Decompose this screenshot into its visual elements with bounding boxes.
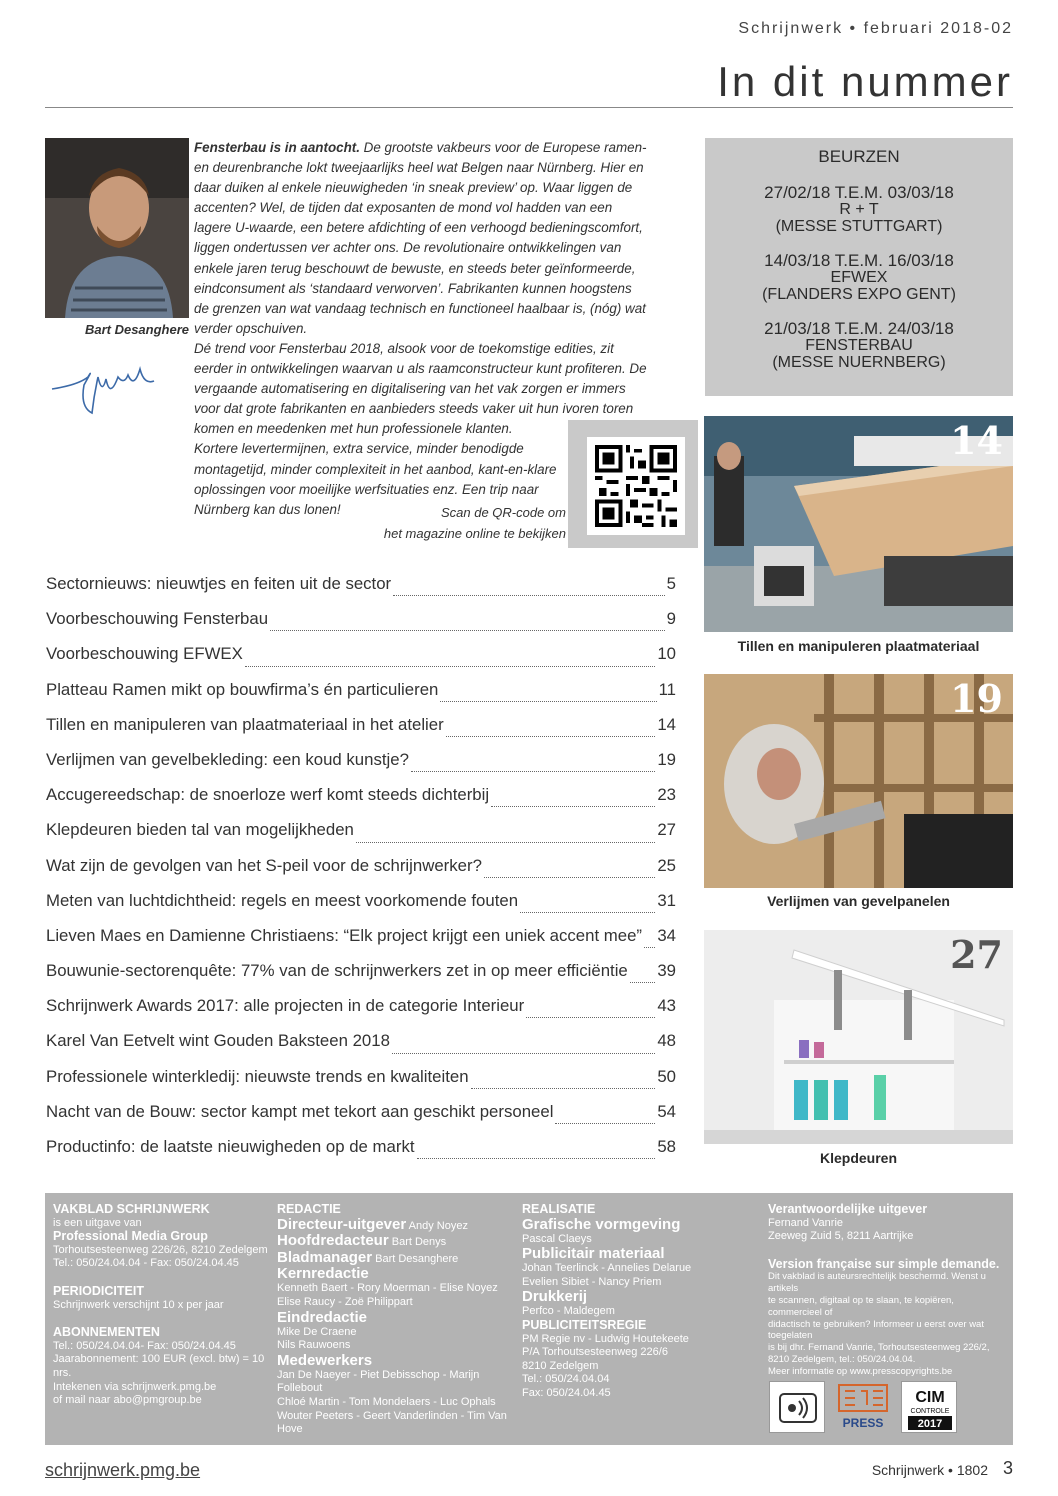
colophon-heading: VAKBLAD SCHRIJNWERK	[53, 1202, 210, 1216]
cim-logo-year: 2017	[917, 1418, 943, 1430]
toc-page: 23	[657, 785, 676, 805]
issue-label: Schrijnwerk • februari 2018-02	[738, 20, 1013, 37]
toc-page: 34	[657, 925, 676, 945]
toc-title: Bouwunie-sectorenquête: 77% van de schrijnwerkers zet in op meer efficiëntie	[46, 961, 628, 981]
toc-leader	[270, 630, 665, 631]
colophon-person: Chloé Martin - Tom Mondelaers - Luc Ophals	[277, 1395, 496, 1408]
colophon-role: Kernredactie	[277, 1265, 369, 1283]
event-name: EFWEX	[830, 269, 888, 286]
toc-entry[interactable]	[46, 644, 676, 679]
toc-entry[interactable]	[46, 750, 676, 785]
toc-page: 31	[657, 890, 676, 910]
photo-panel-lifting[interactable]	[704, 416, 1013, 632]
page-title: In dit nummer	[717, 58, 1013, 105]
toc-leader	[471, 1088, 656, 1089]
toc-entry[interactable]	[46, 961, 676, 996]
colophon-heading: Verantwoordelijke uitgever	[768, 1202, 928, 1216]
colophon-role: Medewerkers	[277, 1351, 373, 1369]
colophon	[45, 1193, 1013, 1445]
event-dates: 21/03/18 T.E.M. 24/03/18	[764, 319, 954, 338]
cim-logo-subtitle: CONTROLE	[910, 1408, 950, 1415]
toc-leader	[446, 736, 656, 737]
editorial-paragraph-1: De grootste vakbeurs voor de Europese ramen- en deurenbranche lokt tweejaarlijks heel wat Belgen naar Nürnberg. Hier en daar duiken al enkele nieuwigheden ‘in sneak preview’ op. Waar liggen de accenten? Wel, de tijden dat exposanten de mond vol hadden van een lagere U-waarde, een betere afdichting of een verhoogd bedieningscomfort, liggen ondertussen ver achter ons. De revolutionaire ontwikkelingen van enkele jaren terug beschouwt de bewuste, en steeds beter geïnformeerde, eindconsument als ‘standaard verworven’. Fabrikanten kunnen hoogstens de grenzen van wat vandaag technisch en functioneel haalbaar is, (nóg) wat verder opschuiven.	[194, 140, 647, 336]
toc-title: Nacht van de Bouw: sector kampt met tekort aan geschikt personeel	[46, 1101, 554, 1121]
colophon-line: Dit vakblad is auteursrechtelijk beschermd. Wenst u artikels	[768, 1271, 986, 1295]
qr-caption-line-1: Scan de QR-code om	[440, 505, 566, 520]
toc-title: Professionele winterkledij: nieuwste trends en kwaliteiten	[46, 1066, 469, 1086]
colophon-person: Evelien Sibiet - Nancy Priem	[522, 1275, 662, 1288]
toc-entry[interactable]	[46, 680, 676, 715]
footer-issue-label: Schrijnwerk • 1802	[871, 1462, 988, 1478]
event-name: R + T	[839, 201, 879, 218]
event-item	[705, 252, 1013, 303]
colophon-person: Bart Denys	[391, 1236, 447, 1249]
colophon-line: Tel.: 050/24.04.04- Fax: 050/24.04.45	[53, 1339, 236, 1352]
colophon-heading: REDACTIE	[277, 1202, 341, 1216]
photo-panel-flapdoors[interactable]	[704, 930, 1013, 1144]
colophon-person: Bart Desanghere	[375, 1252, 459, 1265]
colophon-line: Fax: 050/24.04.45	[522, 1386, 611, 1399]
toc-entry[interactable]	[46, 820, 676, 855]
colophon-line: is bij dhr. Fernand Vanrie, Torhoutsesteenweg 226/2,	[768, 1342, 990, 1354]
toc-leader	[555, 1123, 655, 1124]
toc-leader	[520, 912, 655, 913]
colophon-role: Eindredactie	[277, 1308, 368, 1326]
toc-entry[interactable]	[46, 1102, 676, 1137]
toc-leader	[484, 877, 655, 878]
toc-entry[interactable]	[46, 785, 676, 820]
toc-title: Schrijnwerk Awards 2017: alle projecten in de categorie Interieur	[46, 996, 525, 1016]
toc-leader	[411, 771, 655, 772]
colophon-legal-column	[768, 1203, 1008, 1378]
photo-caption: Verlijmen van gevelpanelen	[767, 893, 950, 909]
toc-title: Voorbeschouwing Fensterbau	[46, 609, 269, 629]
toc-page: 27	[657, 820, 676, 840]
colophon-person: Andy Noyez	[408, 1219, 468, 1232]
colophon-line: Torhoutsesteenweg 226/26, 8210 Zedelgem	[53, 1243, 268, 1256]
toc-title: Lieven Maes en Damienne Christiaens: “Elk project krijgt een uniek accent mee”	[46, 925, 643, 945]
event-place: (FLANDERS EXPO GENT)	[762, 286, 956, 303]
colophon-line: Jaarabonnement: 100 EUR (excl. btw) = 10 nrs.	[53, 1353, 265, 1379]
toc-title: Wat zijn de gevolgen van het S-peil voor de schrijnwerker?	[46, 855, 482, 875]
toc-entry[interactable]	[46, 574, 676, 609]
toc-entry[interactable]	[46, 609, 676, 644]
author-name: Bart Desanghere	[84, 322, 189, 337]
colophon-person: Jan De Naeyer - Piet Debisschop - Marijn Follebout	[277, 1368, 480, 1395]
toc-page: 10	[657, 644, 676, 664]
toc-entry[interactable]	[46, 1067, 676, 1102]
colophon-line: is een uitgave van	[53, 1216, 142, 1229]
toc-leader	[440, 701, 656, 702]
toc-title: Sectornieuws: nieuwtjes en feiten uit de sector	[46, 574, 392, 593]
colophon-line: Fernand Vanrie	[768, 1216, 844, 1229]
colophon-line: Intekenen via schrijnwerk.pmg.be	[53, 1380, 217, 1393]
cim-logo	[901, 1381, 957, 1433]
toc-page: 25	[657, 855, 676, 875]
colophon-heading: PERIODICITEIT	[53, 1283, 144, 1298]
toc-page: 58	[657, 1137, 676, 1156]
colophon-person: Perfco - Maldegem	[522, 1305, 615, 1318]
photo-caption: Klepdeuren	[819, 1150, 897, 1166]
toc-title: Voorbeschouwing EFWEX	[46, 644, 243, 664]
event-place: (MESSE NUERNBERG)	[772, 354, 946, 371]
toc-leader	[644, 947, 655, 948]
colophon-person: Nils Rauwoens	[277, 1339, 351, 1352]
event-name: FENSTERBAU	[805, 337, 913, 354]
toc-leader	[526, 1017, 655, 1018]
photo-page-number: 14	[950, 418, 1003, 463]
toc-entry[interactable]	[46, 891, 676, 926]
toc-page: 19	[657, 749, 676, 769]
table-of-contents	[46, 574, 676, 1172]
toc-page: 9	[666, 609, 676, 629]
editorial-paragraph-3: Kortere levertermijnen, extra service, minder benodigde montagetijd, minder complexiteit in het aanbod, kant-en-klare oplossingen voor moeilijke werfsituaties enz. Een trip naar Nürnberg kan dus lonen!	[194, 441, 557, 517]
logo-row	[769, 1381, 957, 1433]
toc-page: 43	[657, 996, 676, 1016]
copyright-logo	[769, 1381, 825, 1433]
toc-leader	[393, 595, 665, 596]
colophon-line: Zeeweg Zuid 5, 8211 Aartrijke	[768, 1230, 914, 1243]
colophon-role: Grafische vormgeving	[522, 1215, 681, 1233]
toc-title: Meten van luchtdichtheid: regels en meest voorkomende fouten	[46, 890, 519, 910]
toc-page: 50	[657, 1066, 676, 1086]
colophon-person: Pascal Claeys	[522, 1232, 592, 1245]
toc-page: 39	[657, 961, 676, 981]
colophon-role: Publicitair materiaal	[522, 1245, 665, 1263]
qr-code[interactable]	[587, 437, 685, 535]
colophon-heading: Version française sur simple demande.	[768, 1256, 1000, 1271]
toc-page: 11	[658, 679, 676, 699]
toc-leader	[356, 842, 655, 843]
toc-leader	[630, 982, 656, 983]
colophon-company: Professional Media Group	[53, 1229, 208, 1244]
toc-entry[interactable]	[46, 715, 676, 750]
colophon-heading: PUBLICITEITSREGIE	[522, 1317, 647, 1332]
toc-leader	[491, 806, 655, 807]
colophon-person: Kenneth Baert - Rory Moerman - Elise Noyez	[277, 1282, 498, 1295]
events-heading: BEURZEN	[818, 147, 900, 166]
toc-page: 14	[657, 714, 676, 734]
toc-leader	[245, 666, 656, 667]
signature-image	[48, 355, 158, 415]
qr-caption-line-2: het magazine online te bekijken	[383, 526, 566, 541]
colophon-role: Hoofdredacteur	[277, 1232, 389, 1250]
events-box	[705, 138, 1013, 396]
colophon-line: Schrijnwerk verschijnt 10 x per jaar	[53, 1298, 224, 1311]
colophon-line: 8210 Zedelgem, tel.: 050/24.04.04.	[768, 1353, 916, 1365]
colophon-publisher-column	[53, 1203, 273, 1408]
editorial-paragraph-2: Dé trend voor Fensterbau 2018, alsook voor de toekomstige edities, zit eerder in ontwikkelingen waarvan u als raamconstructeur kunt profiteren. De vergaande automatisering en digitalisering van het vak zorgen er immers voor dat grote fabrikanten en aanbieders steeds vaker uit hun ivoren toren komen en meedenken met hun professionele klanten.	[194, 340, 647, 437]
b2b-press-logo	[835, 1381, 891, 1433]
author-photo	[45, 138, 189, 318]
toc-page: 5	[666, 574, 676, 593]
toc-leader	[417, 1158, 656, 1159]
toc-page: 48	[657, 1031, 676, 1051]
toc-title: Karel Van Eetvelt wint Gouden Baksteen 2018	[46, 1031, 390, 1051]
photo-page-number: 19	[950, 676, 1003, 721]
toc-title: Klepdeuren bieden tal van mogelijkheden	[46, 820, 354, 840]
event-dates: 14/03/18 T.E.M. 16/03/18	[764, 251, 954, 270]
colophon-person: Mike De Craene	[277, 1325, 357, 1338]
cim-logo-text: CIM	[915, 1389, 945, 1406]
colophon-line: P/A Torhoutsesteenweg 226/6	[522, 1346, 668, 1359]
header-divider	[45, 107, 1013, 108]
toc-entry[interactable]	[46, 926, 676, 961]
toc-title: Verlijmen van gevelbekleding: een koud kunstje?	[46, 749, 409, 769]
colophon-line: 8210 Zedelgem	[522, 1359, 599, 1372]
colophon-person: Johan Teerlinck - Annelies Delarue	[522, 1262, 692, 1275]
toc-entry[interactable]	[46, 856, 676, 891]
event-place: (MESSE STUTTGART)	[775, 218, 943, 235]
colophon-line: Tel.: 050/24.04.04 - Fax: 050/24.04.45	[53, 1257, 239, 1270]
colophon-line: PM Regie nv - Ludwig Houtekeete	[522, 1332, 689, 1345]
editorial-lead: Fensterbau is in aantocht.	[194, 140, 360, 155]
event-item	[705, 184, 1013, 235]
photo-page-number: 27	[950, 932, 1003, 977]
colophon-person: Wouter Peeters - Geert Vanderlinden - Tim Van Hove	[277, 1409, 507, 1436]
colophon-role: Drukkerij	[522, 1288, 588, 1306]
colophon-line: of mail naar abo@pmgroup.be	[53, 1394, 202, 1407]
colophon-heading: REALISATIE	[522, 1202, 596, 1216]
colophon-heading: ABONNEMENTEN	[53, 1325, 160, 1340]
photo-panel-facade[interactable]	[704, 674, 1013, 888]
toc-title: Tillen en manipuleren van plaatmateriaal in het atelier	[46, 714, 444, 734]
toc-title: Platteau Ramen mikt op bouwfirma’s én particulieren	[46, 679, 439, 699]
toc-entry[interactable]	[46, 996, 676, 1031]
colophon-person: Elise Raucy - Zoë Philippart	[277, 1295, 413, 1308]
toc-entry[interactable]	[46, 1031, 676, 1066]
toc-leader	[392, 1053, 655, 1054]
colophon-production-column	[522, 1203, 742, 1401]
event-item	[705, 320, 1013, 371]
photo-caption: Tillen en manipuleren plaatmateriaal	[737, 638, 980, 654]
b2b-press-logo-text: PRESS	[842, 1416, 884, 1430]
colophon-editorial-column	[277, 1203, 507, 1437]
toc-entry[interactable]	[46, 1137, 676, 1172]
website-link[interactable]: schrijnwerk.pmg.be	[45, 1460, 201, 1480]
colophon-role: Bladmanager	[277, 1248, 373, 1266]
colophon-role: Directeur-uitgever	[277, 1215, 407, 1233]
toc-title: Accugereedschap: de snoerloze werf komt steeds dichterbij	[46, 785, 490, 805]
colophon-line: Tel.: 050/24.04.04	[522, 1373, 610, 1386]
page-number: 3	[1002, 1458, 1013, 1478]
qr-caption	[330, 502, 566, 544]
colophon-line: te scannen, digitaal op te slaan, te kopiëren, commercieel of	[768, 1294, 954, 1318]
toc-page: 54	[657, 1101, 676, 1121]
colophon-line: didactisch te gebruiken? Informeer u eerst over wat toegelaten	[768, 1318, 984, 1342]
colophon-line: Meer informatie op www.presscopyrights.be	[768, 1365, 953, 1377]
event-dates: 27/02/18 T.E.M. 03/03/18	[764, 183, 954, 202]
toc-title: Productinfo: de laatste nieuwigheden op de markt	[46, 1137, 415, 1156]
